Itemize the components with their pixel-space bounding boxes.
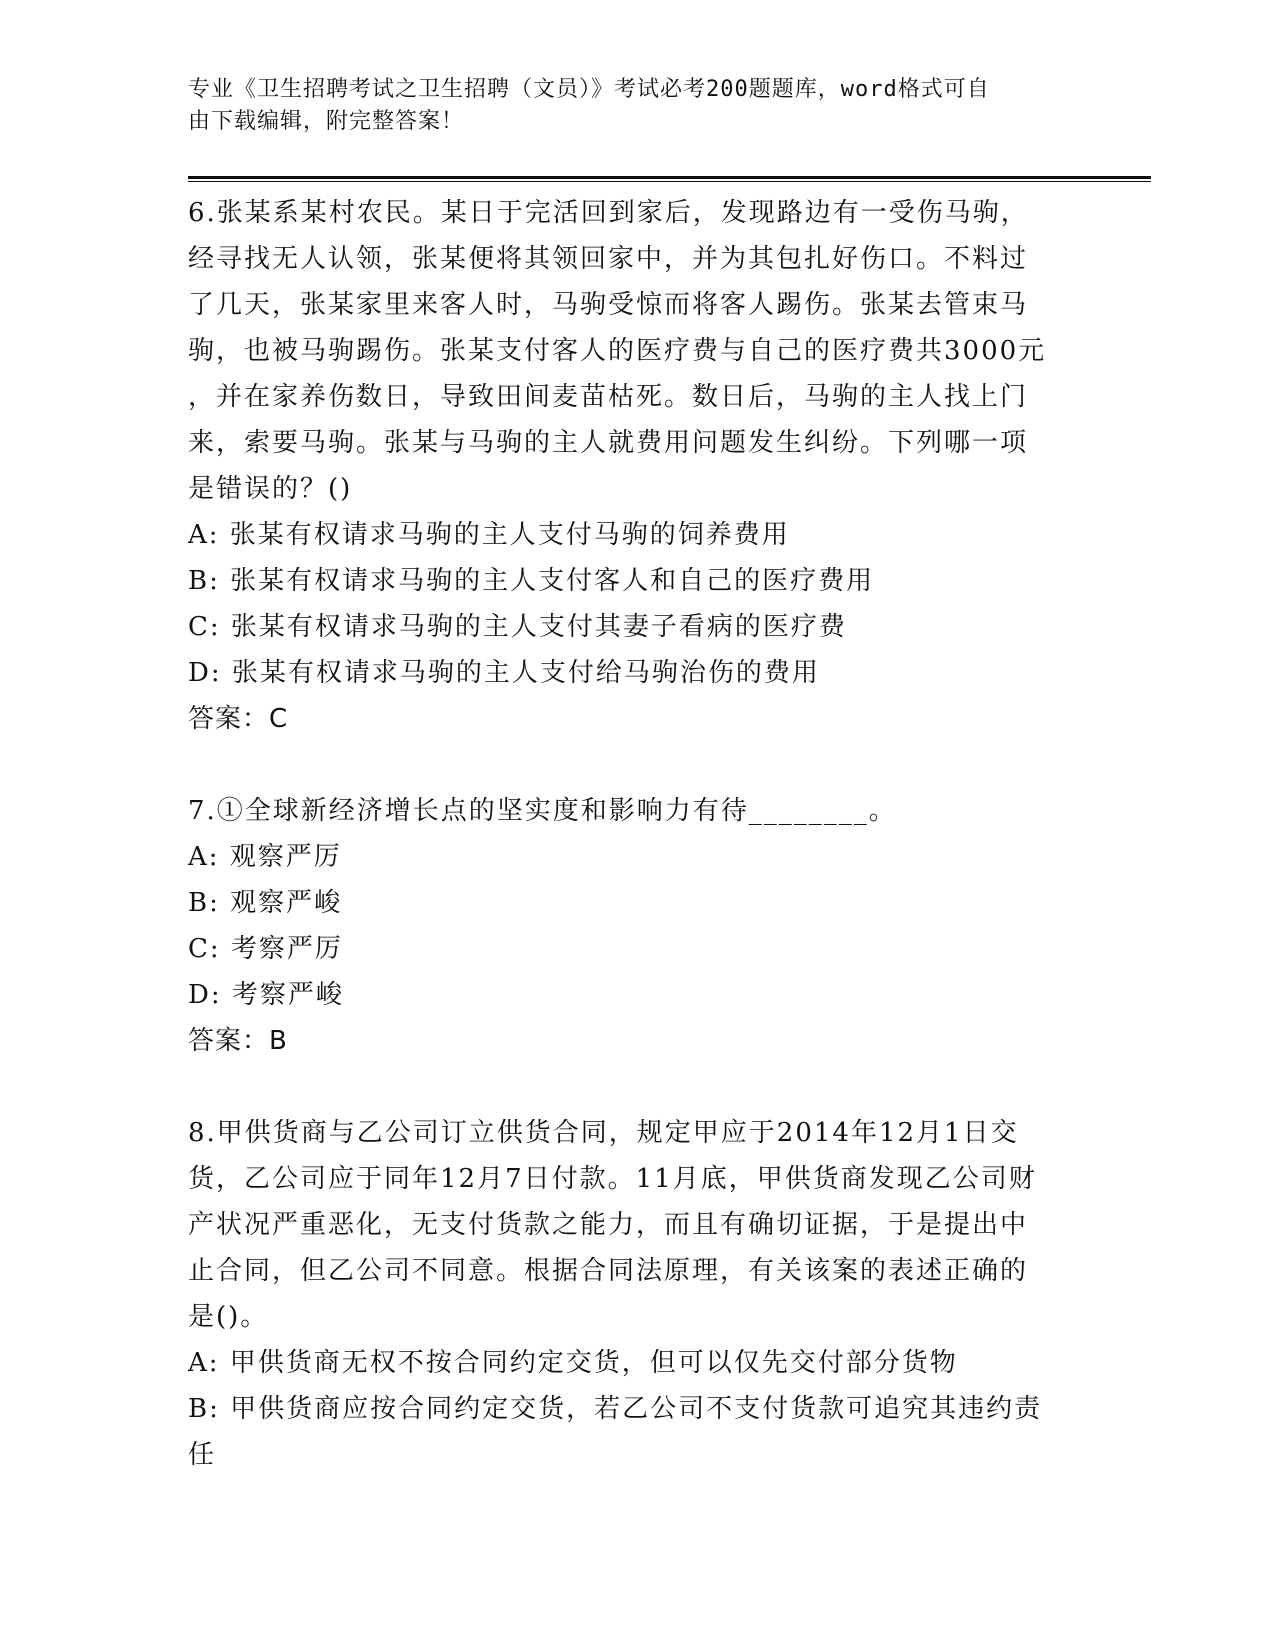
option-a: A: 观察严厉 (188, 842, 342, 872)
question-stem-line: 来，索要马驹。张某与马驹的主人就费用问题发生纠纷。下列哪一项 (188, 428, 1029, 458)
question-stem-line: 驹，也被马驹踢伤。张某支付客人的医疗费与自己的医疗费共3000元 (188, 336, 1047, 366)
question-stem-line: 是()。 (188, 1302, 269, 1332)
question-7 (188, 788, 1088, 1064)
header-line-2: 由下载编辑，附完整答案！ (188, 109, 465, 134)
option-b: B: 观察严峻 (188, 888, 343, 918)
answer-line: 答案：C (188, 704, 289, 734)
header-line-1: 专业《卫生招聘考试之卫生招聘（文员）》考试必考200题题库，word格式可自 (188, 77, 990, 102)
option-a: A: 甲供货商无权不按合同约定交货，但可以仅先交付部分货物 (188, 1348, 958, 1378)
question-stem-line: 货，乙公司应于同年12月7日付款。11月底，甲供货商发现乙公司财 (188, 1164, 1037, 1194)
option-d: D: 张某有权请求马驹的主人支付给马驹治伤的费用 (188, 658, 820, 688)
question-stem-line: 8.甲供货商与乙公司订立供货合同，规定甲应于2014年12月1日交 (188, 1118, 1019, 1148)
question-stem-line: 6.张某系某村农民。某日于完活回到家后，发现路边有一受伤马驹， (188, 198, 1029, 228)
question-stem-line: 是错误的？() (188, 474, 353, 504)
question-stem-line: 7.①全球新经济增长点的坚实度和影响力有待________。 (188, 796, 897, 826)
question-stem-line: 经寻找无人认领，张某便将其领回家中，并为其包扎好伤口。不料过 (188, 244, 1029, 274)
question-spacer (188, 1064, 1088, 1110)
option-c: C: 张某有权请求马驹的主人支付其妻子看病的医疗费 (188, 612, 847, 642)
question-stem-line: 止合同，但乙公司不同意。根据合同法原理，有关该案的表述正确的 (188, 1256, 1029, 1286)
option-b: B: 张某有权请求马驹的主人支付客人和自己的医疗费用 (188, 566, 875, 596)
header-divider-thick (188, 176, 1151, 179)
question-list (188, 190, 1088, 1478)
header-divider-thin (188, 181, 1151, 182)
question-8 (188, 1110, 1088, 1478)
question-stem-line: ，并在家养伤数日，导致田间麦苗枯死。数日后，马驹的主人找上门 (188, 382, 1029, 412)
question-stem-line: 产状况严重恶化，无支付货款之能力，而且有确切证据，于是提出中 (188, 1210, 1029, 1240)
question-6 (188, 190, 1088, 742)
answer-line: 答案：B (188, 1026, 288, 1056)
option-b: B: 甲供货商应按合同约定交货，若乙公司不支付货款可追究其违约责 (188, 1394, 1043, 1424)
option-a: A: 张某有权请求马驹的主人支付马驹的饲养费用 (188, 520, 790, 550)
question-stem-line: 了几天，张某家里来客人时，马驹受惊而将客人踢伤。张某去管束马 (188, 290, 1029, 320)
document-header (188, 74, 1068, 138)
option-d: D: 考察严峻 (188, 980, 344, 1010)
option-c: C: 考察严厉 (188, 934, 343, 964)
question-spacer (188, 742, 1088, 788)
option-b-continued: 任 (188, 1440, 217, 1470)
